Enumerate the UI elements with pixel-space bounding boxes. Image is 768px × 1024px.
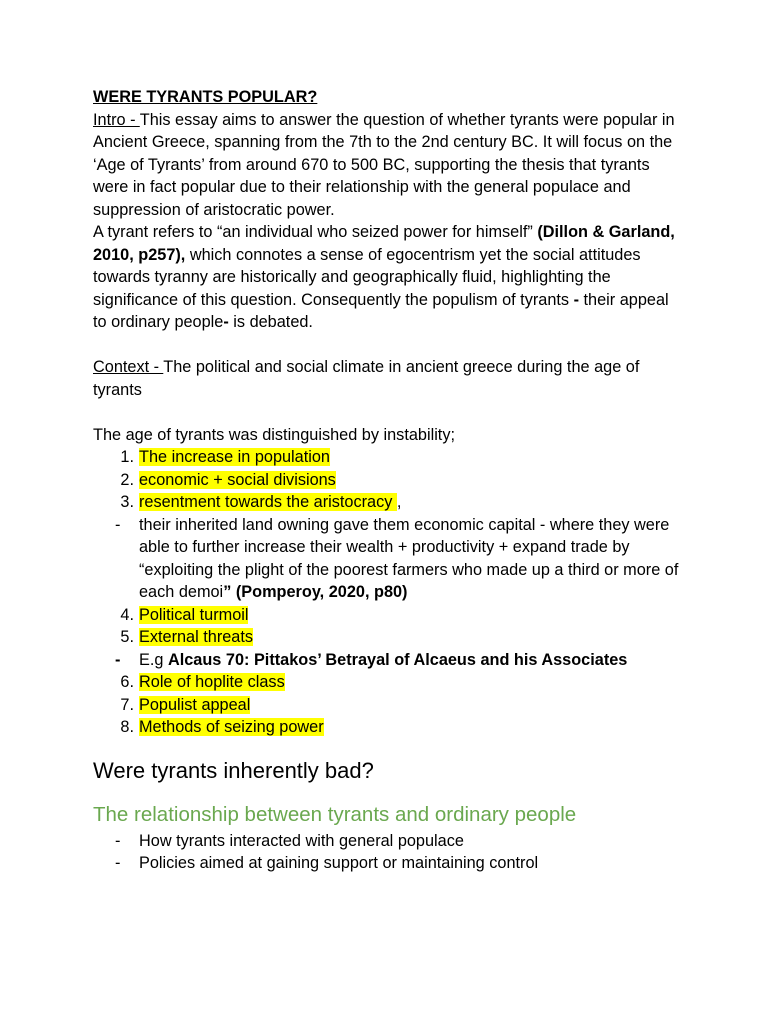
list-subitem: - E.g Alcaus 70: Pittakos’ Betrayal of Alcaeus and his Associates bbox=[115, 650, 628, 669]
definition-paragraph: A tyrant refers to “an individual who seized power for himself” (Dillon & Garland, 2010, p257), which connotes a sense of egocentrism yet the social attitudes towards tyranny are historically and geographically fluid, highlighting the significance of this question. Consequently the populism of tyrants - their appeal to ordinary people- is debated. bbox=[93, 223, 675, 331]
list-item: 1. The increase in population bbox=[120, 448, 330, 466]
document-body bbox=[93, 86, 683, 875]
list-item: 6. Role of hoplite class bbox=[120, 673, 285, 691]
heading-relationship: The relationship between tyrants and ordinary people bbox=[93, 802, 577, 826]
list-item: - Policies aimed at gaining support or maintaining control bbox=[115, 854, 539, 872]
list-item: 2. economic + social divisions bbox=[120, 470, 336, 489]
list-item: 8. Methods of seizing power bbox=[120, 718, 324, 736]
instability-list bbox=[93, 446, 683, 739]
intro-text: This essay aims to answer the question of whether tyrants were popular in Ancient Greece, spanning from the 7th to the 2nd century BC. It will focus on the ‘Age of Tyrants’ from around 670 to 500 BC, supporting the thesis that tyrants were in fact popular due to their relationship with the general populace and suppression of aristocratic power. bbox=[93, 110, 675, 219]
intro-paragraph bbox=[93, 109, 683, 222]
context-text: The political and social climate in ancient greece during the age of tyrants bbox=[93, 358, 640, 399]
age-intro: The age of tyrants was distinguished by instability; bbox=[93, 425, 455, 444]
list-item: 5. External threats bbox=[120, 628, 254, 646]
heading-inherently-bad: Were tyrants inherently bad? bbox=[93, 757, 374, 783]
context-label: Context - bbox=[93, 358, 164, 376]
document-title: WERE TYRANTS POPULAR? bbox=[93, 88, 318, 106]
list-item: - How tyrants interacted with general populace bbox=[115, 831, 464, 850]
citation-dillon: (Dillon & Garland, 2010, p257), bbox=[93, 223, 675, 264]
list-item: 4. Political turmoil bbox=[120, 605, 249, 624]
list-item: 3. resentment towards the aristocracy , bbox=[120, 493, 402, 511]
list-subitem: - their inherited land owning gave them economic capital - where they were able to further increase their wealth + productivity + expand trade by “exploiting the plight of the poorest farmers who made up a third or more of each demoi” (Pomperoy, 2020, p80) bbox=[115, 515, 679, 601]
intro-label: Intro - bbox=[93, 110, 140, 129]
context-paragraph bbox=[93, 356, 683, 401]
list-item: 7. Populist appeal bbox=[120, 695, 251, 714]
relationship-bullets bbox=[93, 830, 683, 875]
